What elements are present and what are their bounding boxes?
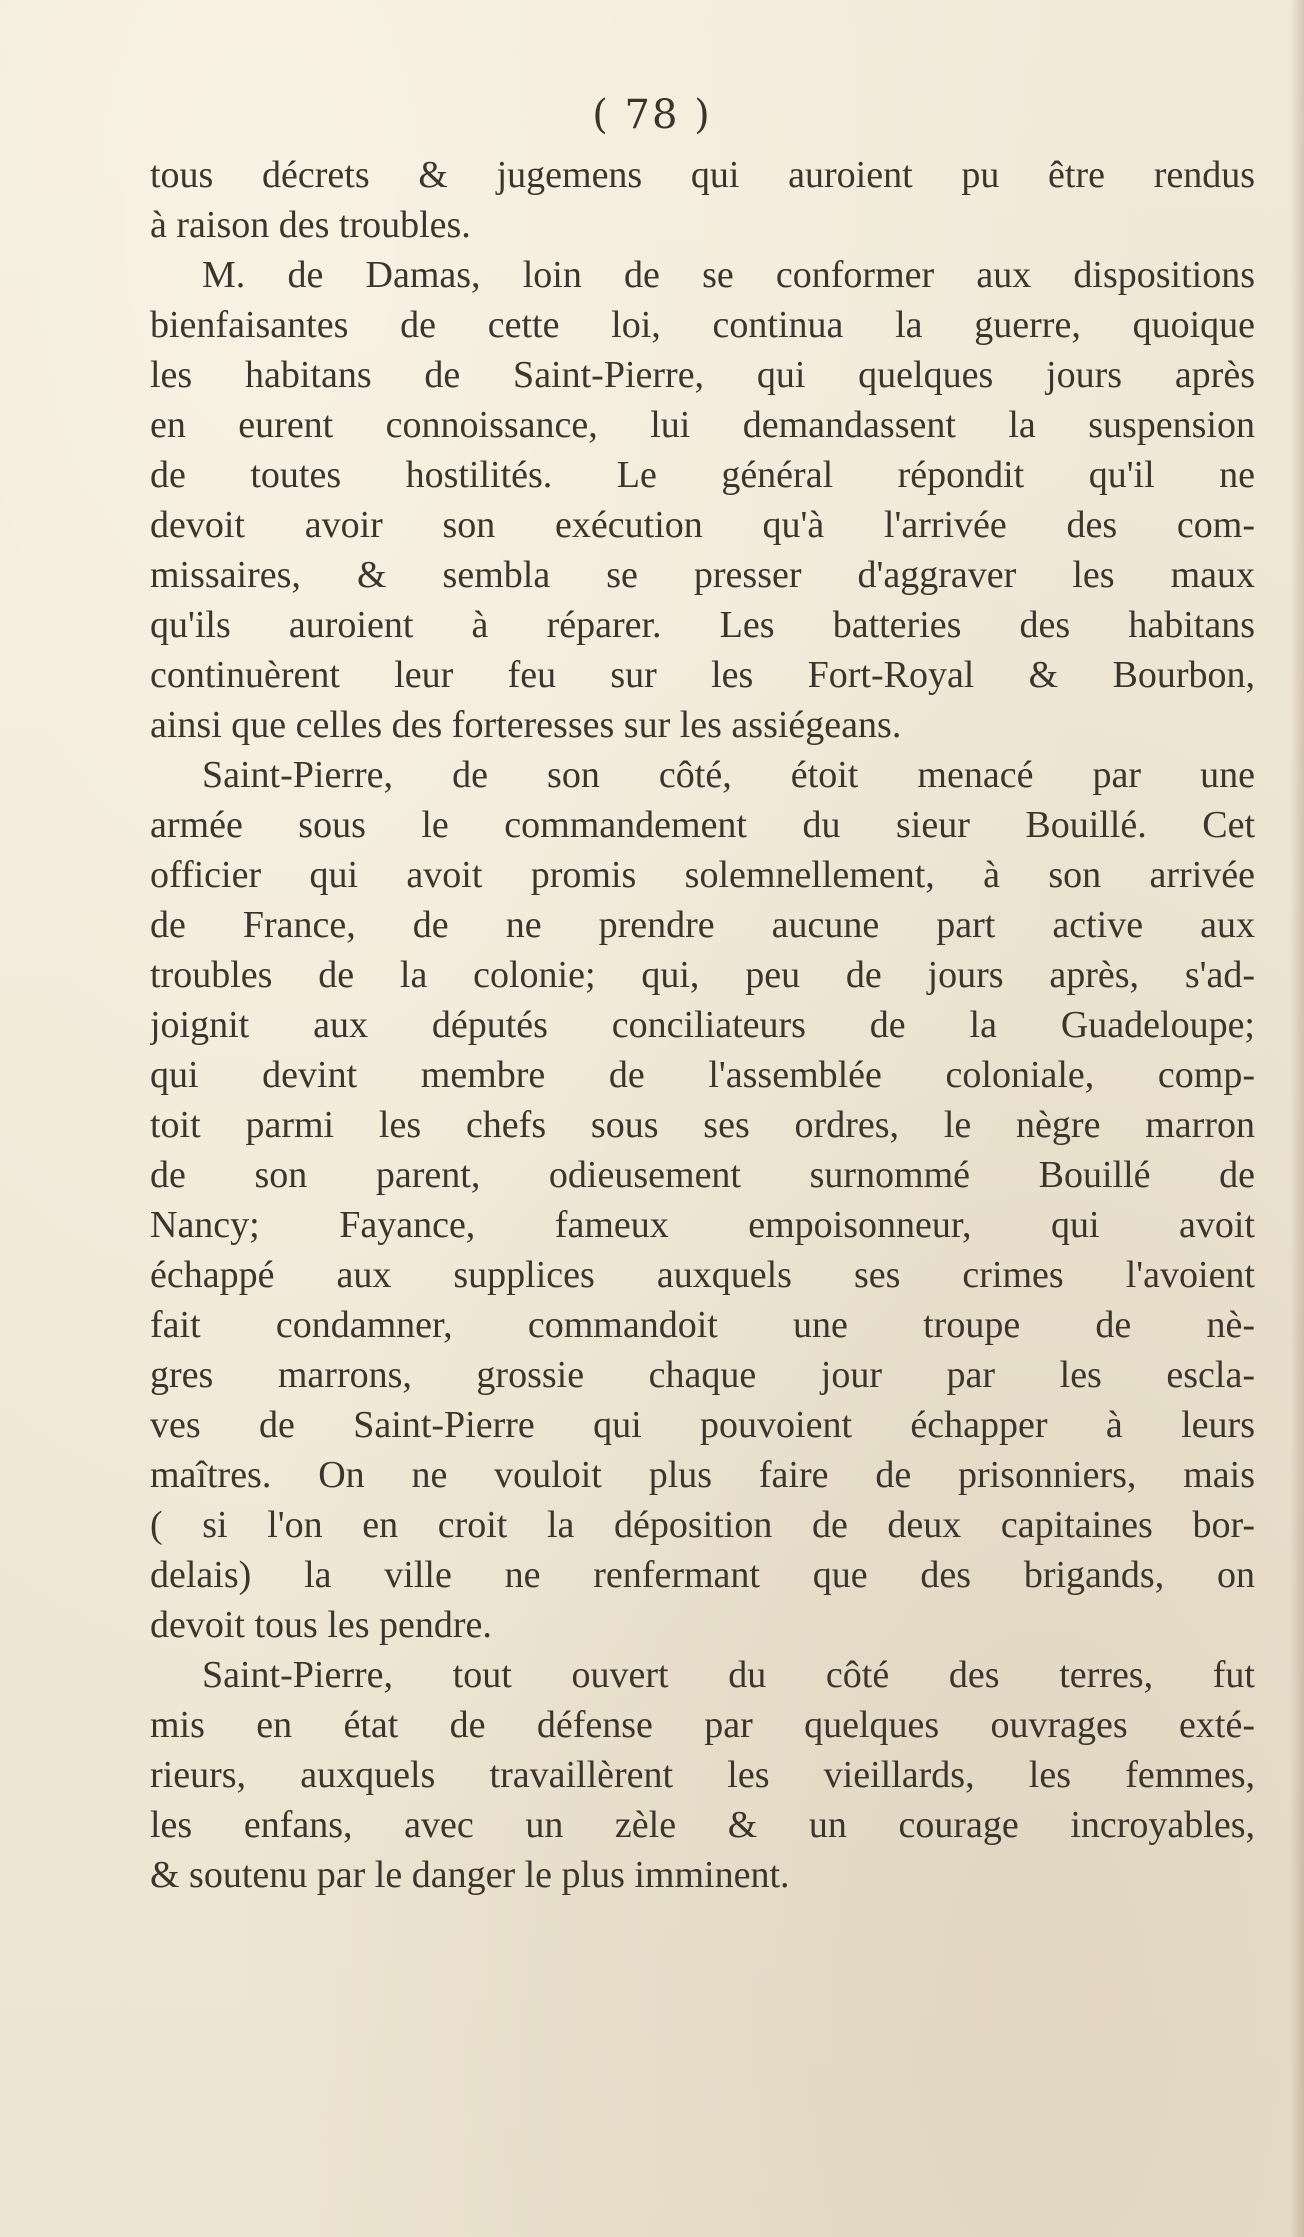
text-line: Saint-Pierre, de son côté, étoit menacé par une xyxy=(202,754,1255,796)
page-number: ( 78 ) xyxy=(592,92,712,138)
text-line: armée sous le commandement du sieur Bouillé. Cet xyxy=(150,804,1255,846)
text-line: Nancy; Fayance, fameux empoisonneur, qui avoit xyxy=(150,1204,1255,1246)
text-line: à raison des troubles. xyxy=(150,204,471,246)
body-text xyxy=(150,150,1255,1900)
text-line: qu'ils auroient à réparer. Les batteries des habitans xyxy=(150,604,1255,646)
text-line: delais) la ville ne renfermant que des brigands, on xyxy=(150,1554,1255,1596)
text-line: & soutenu par le danger le plus imminent. xyxy=(150,1854,790,1896)
text-line: fait condamner, commandoit une troupe de nè- xyxy=(150,1304,1255,1346)
text-line: de France, de ne prendre aucune part active aux xyxy=(150,904,1255,946)
text-line: de son parent, odieusement surnommé Bouillé de xyxy=(150,1154,1255,1196)
text-line: toit parmi les chefs sous ses ordres, le nègre marron xyxy=(150,1104,1255,1146)
text-line: troubles de la colonie; qui, peu de jours après, s'ad- xyxy=(150,954,1255,996)
text-line: officier qui avoit promis solemnellement, à son arrivée xyxy=(150,854,1255,896)
text-line: joignit aux députés conciliateurs de la Guadeloupe; xyxy=(150,1004,1255,1046)
text-line: ainsi que celles des forteresses sur les assiégeans. xyxy=(150,704,902,746)
text-line: tous décrets & jugemens qui auroient pu être rendus xyxy=(150,154,1255,196)
text-line: missaires, & sembla se presser d'aggraver les maux xyxy=(150,554,1255,596)
text-line: mis en état de défense par quelques ouvrages exté- xyxy=(150,1704,1255,1746)
text-line: devoit avoir son exécution qu'à l'arrivée des com- xyxy=(150,504,1255,546)
text-line: maîtres. On ne vouloit plus faire de prisonniers, mais xyxy=(150,1454,1255,1496)
page-edge-shadow xyxy=(1290,0,1304,2237)
text-line: ( si l'on en croit la déposition de deux capitaines bor- xyxy=(150,1504,1255,1546)
text-line: Saint-Pierre, tout ouvert du côté des terres, fut xyxy=(202,1654,1255,1696)
text-line: échappé aux supplices auxquels ses crimes l'avoient xyxy=(150,1254,1255,1296)
text-line: gres marrons, grossie chaque jour par les escla- xyxy=(150,1354,1255,1396)
text-line: devoit tous les pendre. xyxy=(150,1604,492,1646)
text-line: ves de Saint-Pierre qui pouvoient échapper à leurs xyxy=(150,1404,1255,1446)
text-line: les habitans de Saint-Pierre, qui quelques jours après xyxy=(150,354,1255,396)
text-line: les enfans, avec un zèle & un courage incroyables, xyxy=(150,1804,1255,1846)
text-line: continuèrent leur feu sur les Fort-Royal & Bourbon, xyxy=(150,654,1255,696)
text-line: de toutes hostilités. Le général répondit qu'il ne xyxy=(150,454,1255,496)
text-line: rieurs, auxquels travaillèrent les vieillards, les femmes, xyxy=(150,1754,1255,1796)
text-line: bienfaisantes de cette loi, continua la guerre, quoique xyxy=(150,304,1255,346)
text-line: M. de Damas, loin de se conformer aux dispositions xyxy=(202,254,1255,296)
text-line: en eurent connoissance, lui demandassent la suspension xyxy=(150,404,1255,446)
text-line: qui devint membre de l'assemblée coloniale, comp- xyxy=(150,1054,1255,1096)
